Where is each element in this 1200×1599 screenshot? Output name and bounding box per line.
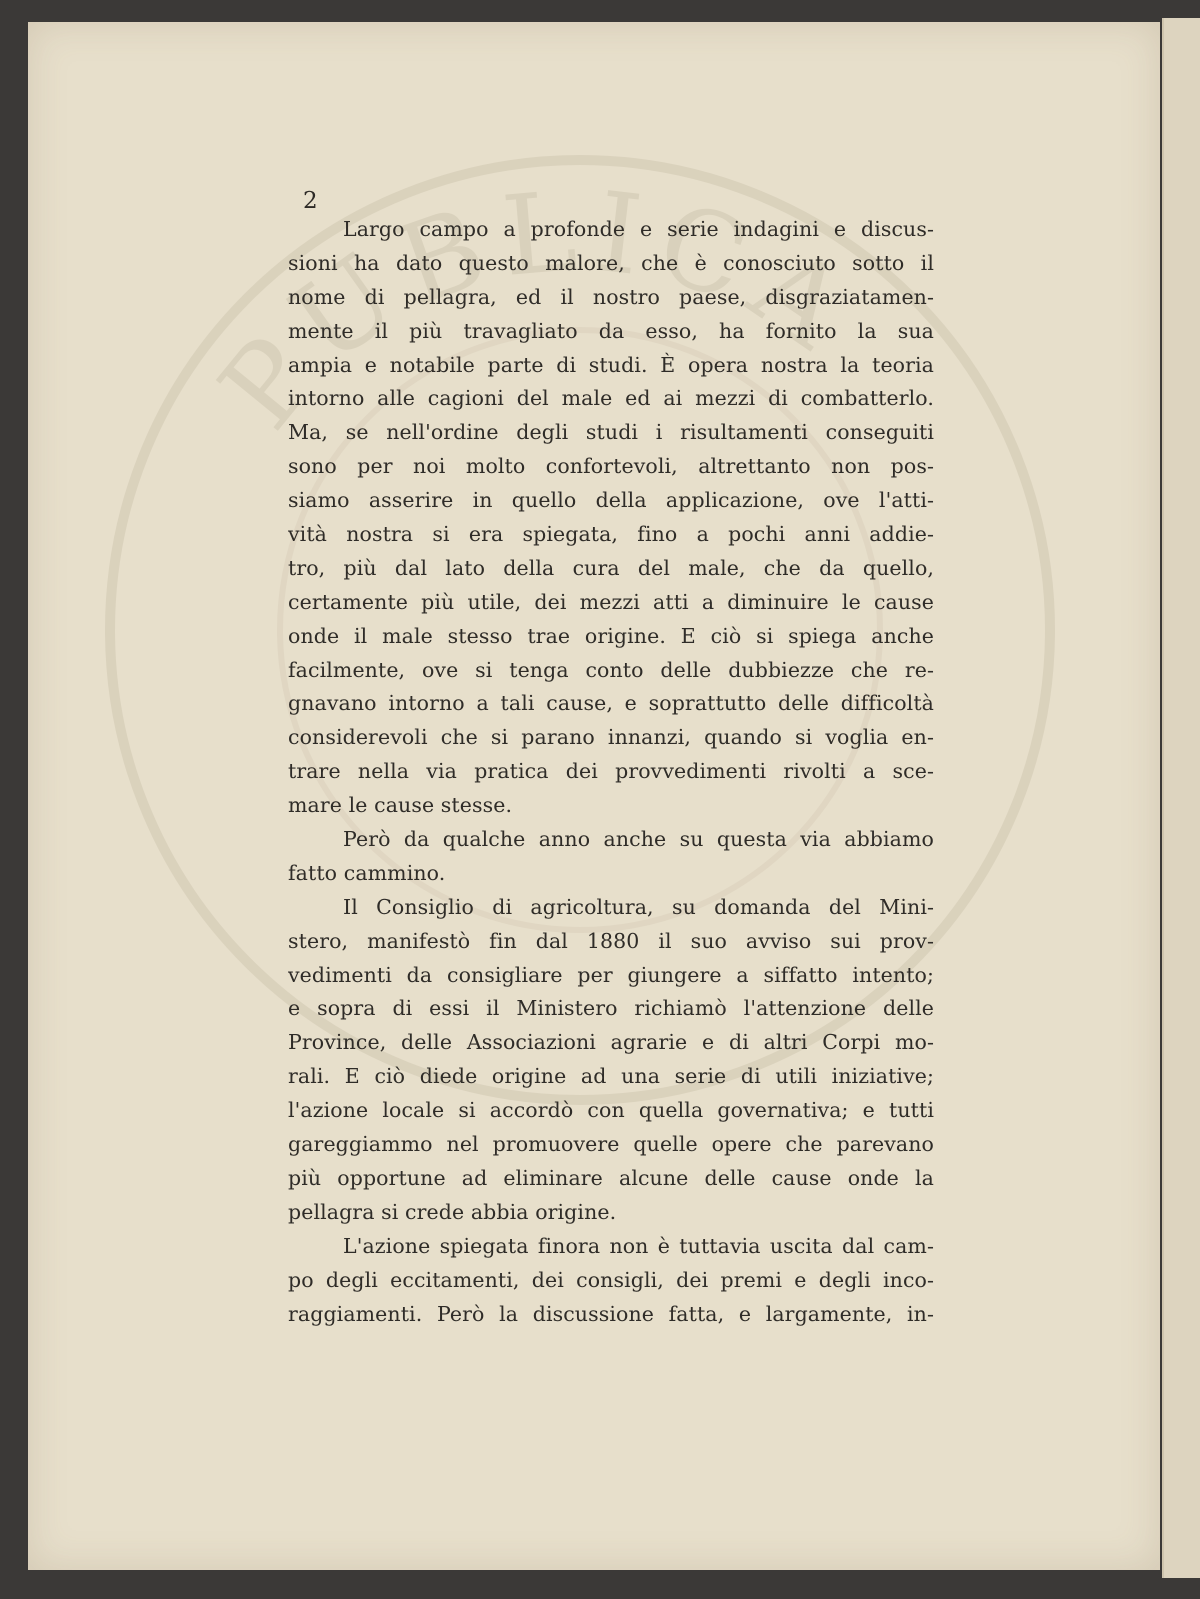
- text-line: vità nostra si era spiegata, fino a pochi anni addie-: [288, 522, 934, 547]
- text-line: pellagra si crede abbia origine.: [288, 1199, 617, 1224]
- stamp-text: PUBLICA: [195, 165, 879, 452]
- page-number: 2: [303, 188, 318, 214]
- text-line: onde il male stesso trae origine. E ciò si spiega anche: [288, 623, 934, 648]
- text-line: mare le cause stesse.: [288, 793, 513, 818]
- text-line: trare nella via pratica dei provvedimenti rivolti a sce-: [288, 759, 934, 784]
- next-page-edge: [1162, 18, 1200, 1578]
- text-line: stero, manifestò fin dal 1880 il suo avviso sui prov-: [288, 928, 934, 953]
- text-line: certamente più utile, dei mezzi atti a diminuire le cause: [288, 589, 934, 614]
- text-line: rali. E ciò diede origine ad una serie di utili iniziative;: [288, 1064, 934, 1089]
- text-line: nome di pellagra, ed il nostro paese, disgraziatamen-: [288, 284, 934, 309]
- text-line: tro, più dal lato della cura del male, che da quello,: [288, 555, 934, 580]
- text-line: l'azione locale si accordò con quella governativa; e tutti: [288, 1098, 934, 1123]
- text-line: sono per noi molto confortevoli, altrettanto non pos-: [288, 454, 934, 479]
- text-line: Però da qualche anno anche su questa via abbiamo: [343, 827, 934, 852]
- text-line: considerevoli che si parano innanzi, quando si voglia en-: [288, 725, 934, 750]
- text-line: raggiamenti. Però la discussione fatta, e largamente, in-: [288, 1301, 934, 1326]
- text-line: intorno alle cagioni del male ed ai mezzi di combatterlo.: [288, 386, 934, 411]
- text-line: Largo campo a profonde e serie indagini e discus-: [343, 217, 934, 241]
- text-line: Ma, se nell'ordine degli studi i risultamenti conseguiti: [288, 420, 934, 445]
- body-text: [288, 213, 934, 1331]
- text-line: sioni ha dato questo malore, che è conosciuto sotto il: [288, 250, 934, 275]
- text-line: Province, delle Associazioni agrarie e di altri Corpi mo-: [288, 1030, 934, 1055]
- text-line: Il Consiglio di agricoltura, su domanda del Mini-: [343, 894, 934, 919]
- text-line: fatto cammino.: [288, 860, 446, 885]
- text-line: gareggiammo nel promuovere quelle opere che parevano: [288, 1132, 934, 1157]
- text-line: più opportune ad eliminare alcune delle cause onde la: [288, 1165, 934, 1190]
- text-line: facilmente, ove si tenga conto delle dubbiezze che re-: [288, 657, 934, 682]
- text-line: siamo asserire in quello della applicazione, ove l'atti-: [288, 488, 934, 513]
- text-line: mente il più travagliato da esso, ha fornito la sua: [288, 318, 934, 343]
- text-line: e sopra di essi il Ministero richiamò l'attenzione delle: [288, 996, 934, 1021]
- text-line: vedimenti da consigliare per giungere a siffatto intento;: [288, 962, 934, 987]
- text-line: po degli eccitamenti, dei consigli, dei premi e degli inco-: [288, 1267, 934, 1292]
- text-line: gnavano intorno a tali cause, e soprattutto delle difficoltà: [288, 691, 934, 716]
- text-line: ampia e notabile parte di studi. È opera nostra la teoria: [288, 352, 934, 377]
- text-line: L'azione spiegata finora non è tuttavia uscita dal cam-: [343, 1233, 934, 1258]
